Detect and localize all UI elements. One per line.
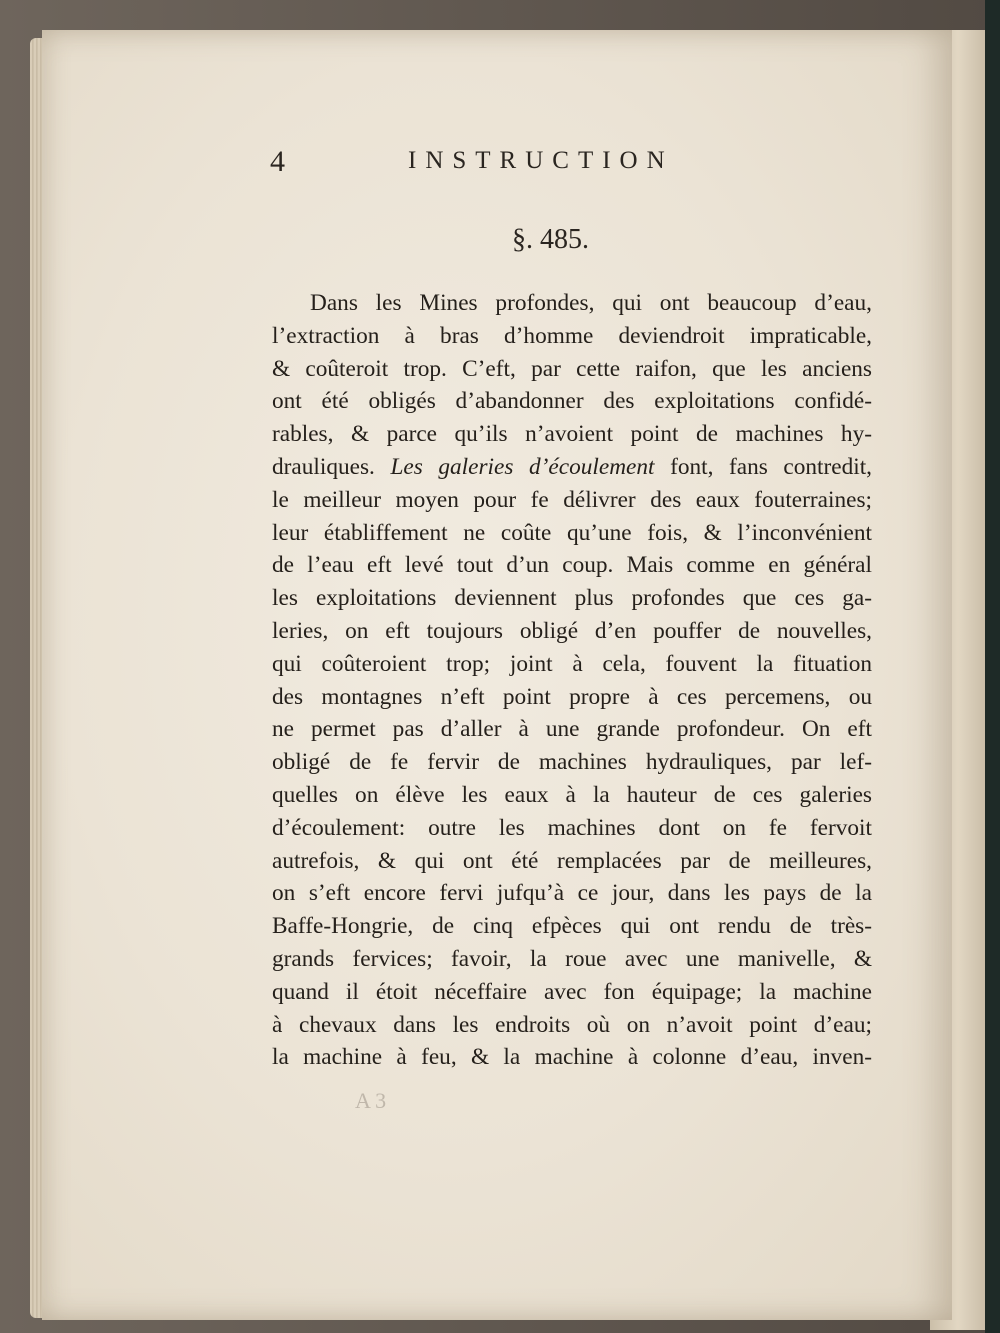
text-line: ne permet pas d’aller à une grande profondeur. On eft [272,716,872,743]
text-line: ont été obligés d’abandonner des exploitations confidé- [272,388,872,415]
page-number: 4 [270,145,285,178]
text-line: Baffe-Hongrie, de cinq efpèces qui ont rendu de très- [272,913,872,940]
text-line: à chevaux dans les endroits où on n’avoit point d’eau; [272,1011,872,1038]
text-line: autrefois, & qui ont été remplacées par de meilleures, [272,847,872,874]
text-line: quelles on élève les eaux à la hauteur de ces galeries [272,781,872,808]
text-line: la machine à feu, & la machine à colonne d’eau, inven- [272,1044,872,1071]
text-line: quand il étoit néceffaire avec fon équipage; la machine [272,978,872,1005]
text-line: Dans les Mines profondes, qui ont beaucoup d’eau, [310,290,872,316]
section-heading: §. 485. [512,224,589,255]
text-line: grands fervices; favoir, la roue avec une manivelle, & [272,945,872,972]
text-fragment: font, fans contredit, [670,453,873,480]
text-line: l’extraction à bras d’homme deviendroit impraticable, [272,322,872,349]
text-line: d’écoulement: outre les machines dont on fe fervoit [272,814,872,841]
body-paragraph [272,287,872,1074]
text-line: des montagnes n’eft point propre à ces percemens, ou [272,683,872,710]
text-line: le meilleur moyen pour fe délivrer des eaux fouterraines; [272,486,872,513]
text-fragment: drauliques. [272,453,375,480]
text-line: les exploitations deviennent plus profondes que ces ga- [272,585,872,612]
text-line: de l’eau eft levé tout d’un coup. Mais comme en général [272,552,872,579]
text-line: obligé de fe fervir de machines hydrauliques, par lef- [272,749,872,776]
text-line: leries, on eft toujours obligé d’en pouffer de nouvelles, [272,617,872,644]
page-header [270,145,750,185]
text-line: qui coûteroient trop; joint à cela, fouvent la fituation [272,650,872,677]
signature-mark: A 3 [355,1088,387,1113]
book-cover-edge [985,0,1000,1333]
running-title: INSTRUCTION [408,147,674,174]
text-line: leur établiffement ne coûte qu’une fois, & l’inconvénient [272,519,872,546]
text-line: on s’eft encore fervi jufqu’à ce jour, dans les pays de la [272,880,872,907]
text-line-mixed [272,451,872,484]
text-line: & coûteroit trop. C’eft, par cette raifon, que les anciens [272,355,872,382]
text-line: rables, & parce qu’ils n’avoient point de machines hy- [272,421,872,448]
italic-term: Les galeries d’écoulement [390,453,655,480]
